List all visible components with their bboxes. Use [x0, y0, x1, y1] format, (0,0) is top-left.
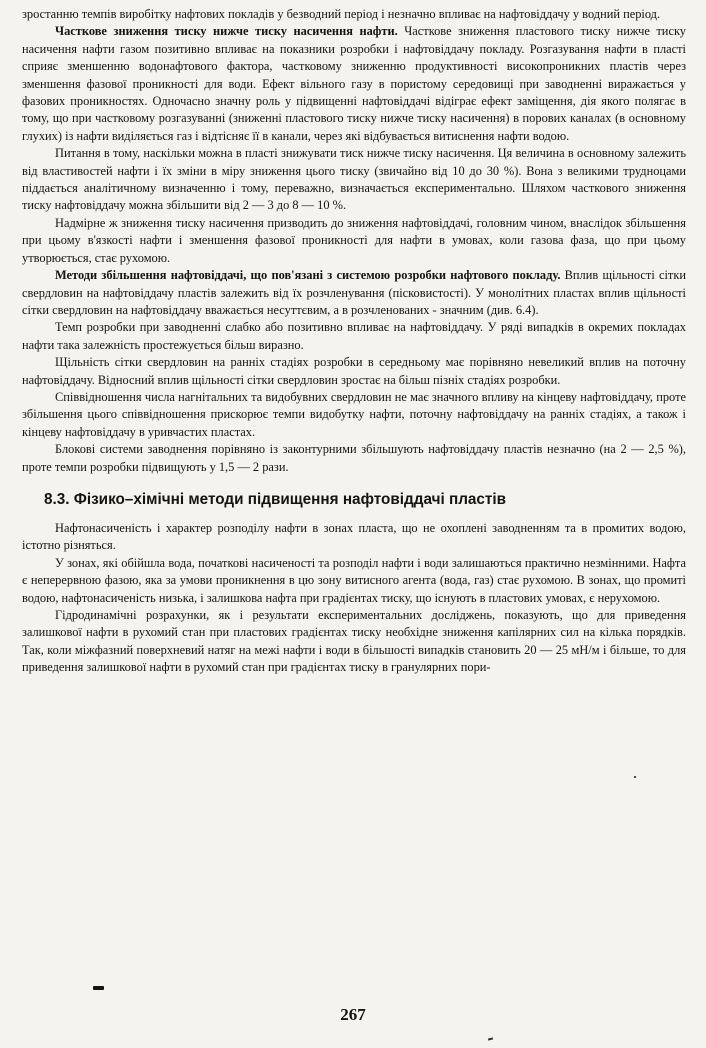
scan-speck	[634, 776, 636, 778]
paragraph: Щільність сітки свердловин на ранніх стадіях розробки в середньому має порівняно невеликий вплив на поточну нафтовіддачу. Відносний вплив щільності сітки свердловин зростає на більш пізніх стадіях розробки.	[22, 355, 686, 387]
paragraph: Темп розробки при заводненні слабко або позитивно впливає на нафтовіддачу. У ряді випадків в окремих покладах нафти така залежність простежується більш виразно.	[22, 320, 686, 352]
paragraph-continuation: зростанню темпів виробітку нафтових покладів у безводний період і незначно впливає на нафтовіддачу у водний період.	[22, 7, 661, 21]
paragraph: Методи збільшення нафтовіддачі, що пов'язані з системою розробки нафтового покладу. Вплив щільності сітки свердловин на нафтовіддачу пластів залежить від їх розчленування (пісковистості). У монолітних пластах вплив щільності сітки свердловин на нафтовіддачу вважається несуттєвим, а в розчленованих - значним (див. 6.4).	[22, 268, 686, 317]
paragraph: Співвідношення числа нагнітальних та видобувних свердловин не має значного впливу на кінцеву нафтовіддачу, проте збільшення цього співвідношення прискорює темпи видобутку нафти, поточну нафтовіддачу на ранніх стадіях, а також і кінцеву нафтовіддачу в уривчастих пластах.	[22, 389, 686, 439]
paragraph: Гідродинамічні розрахунки, як і результати експериментальних досліджень, показують, що для приведення залишкової нафти в рухомий стан при пластових градієнтах тиску необхідне зниження капілярних сил на кілька порядків. Так, коли міжфазний поверхневий натяг на межі нафти і води в більшості випадків становить 20 — 25 мН/м і більше, то для приведення залишкової нафти в рухомий стан при градієнтах тиску в гранулярних пори-	[22, 608, 686, 675]
paragraph: У зонах, які обійшла вода, початкові насиченості та розподіл нафти і води залишаються практично незмінними. Нафта є неперервною фазою, яка за умови проникнення в цю зону витисного агента (вода, газ) стає рухомою. В зонах, що промиті водою, нафтонасиченість низька, і залишкова нафта при градієнтах тиску, що існують в пластових умовах, є нерухомою.	[22, 555, 686, 605]
paragraph-term: Часткове зниження тиску нижче тиску насичення нафти.	[55, 24, 398, 39]
paragraph: Блокові системи заводнення порівняно із законтурними збільшують нафтовіддачу пластів незначно (на 2 — 2,5 %), проте темпи розробки підвищують у 1,5 — 2 рази.	[22, 442, 686, 474]
page-body-text	[22, 6, 686, 677]
paragraph-term: Методи збільшення нафтовіддачі, що пов'язані з системою розробки нафтового покладу.	[55, 268, 561, 283]
paragraph: Нафтонасиченість і характер розподілу нафти в зонах пласта, що не охоплені заводненням та в промитих водою, істотно різняться.	[22, 520, 686, 553]
scan-tick-mark	[488, 1037, 493, 1040]
paragraph: Питання в тому, наскільки можна в пласті знижувати тиск нижче тиску насичення. Ця величина в основному залежить від властивостей нафти і їх зміни в міру зниження цього тиску (звичайно від 10 до 30 %). Вона з великими трудноцами піддається аналітичному визначенню і тому, переважно, визначається експериментально. Шляхом часткового зниження тиску нафтовіддачу можна збільшити від 2 — 3 до 8 — 10 %.	[22, 146, 686, 213]
paragraph: Надмірне ж зниження тиску насичення призводить до зниження нафтовіддачі, головним чином, внаслідок збільшення при цьому в'язкості нафти і зменшення фазової проникності для нафти в умовах, коли газова фаза, що при цьому утворюється, стає рухомою.	[22, 215, 686, 265]
section-heading: 8.3. Фізико–хімічні методи підвищення нафтовіддачі пластів	[44, 490, 507, 508]
scan-dash-mark	[93, 986, 104, 990]
page-number: 267	[340, 1005, 366, 1024]
paragraph: Часткове зниження тиску нижче тиску насичення нафти. Часткове зниження пластового тиску нижче тиску насичення нафти газом позитивно впливає на показники розробки і нафтовіддачу покладу. Розгазування нафти в пласті сприяє зменшенню водонафтового фактора, частковому зниженню продуктивності високопроникних пластів через зменшення фазової проникності для води. Ефект вільного газу в пористому середовищі при заводненні виражається у фазових проникностях. Одночасно значну роль у підвищенні нафтовіддачі відіграє ефект заміщення, дія якого полягає в тому, що при частковому розгазуванні (зниженні пластового тиску нижче тиску насичення) в порових каналах (в основному глухих) із нафти виділяється газ і відтісняє її в канали, через які відбувається витиснення нафти водою.	[22, 24, 686, 143]
